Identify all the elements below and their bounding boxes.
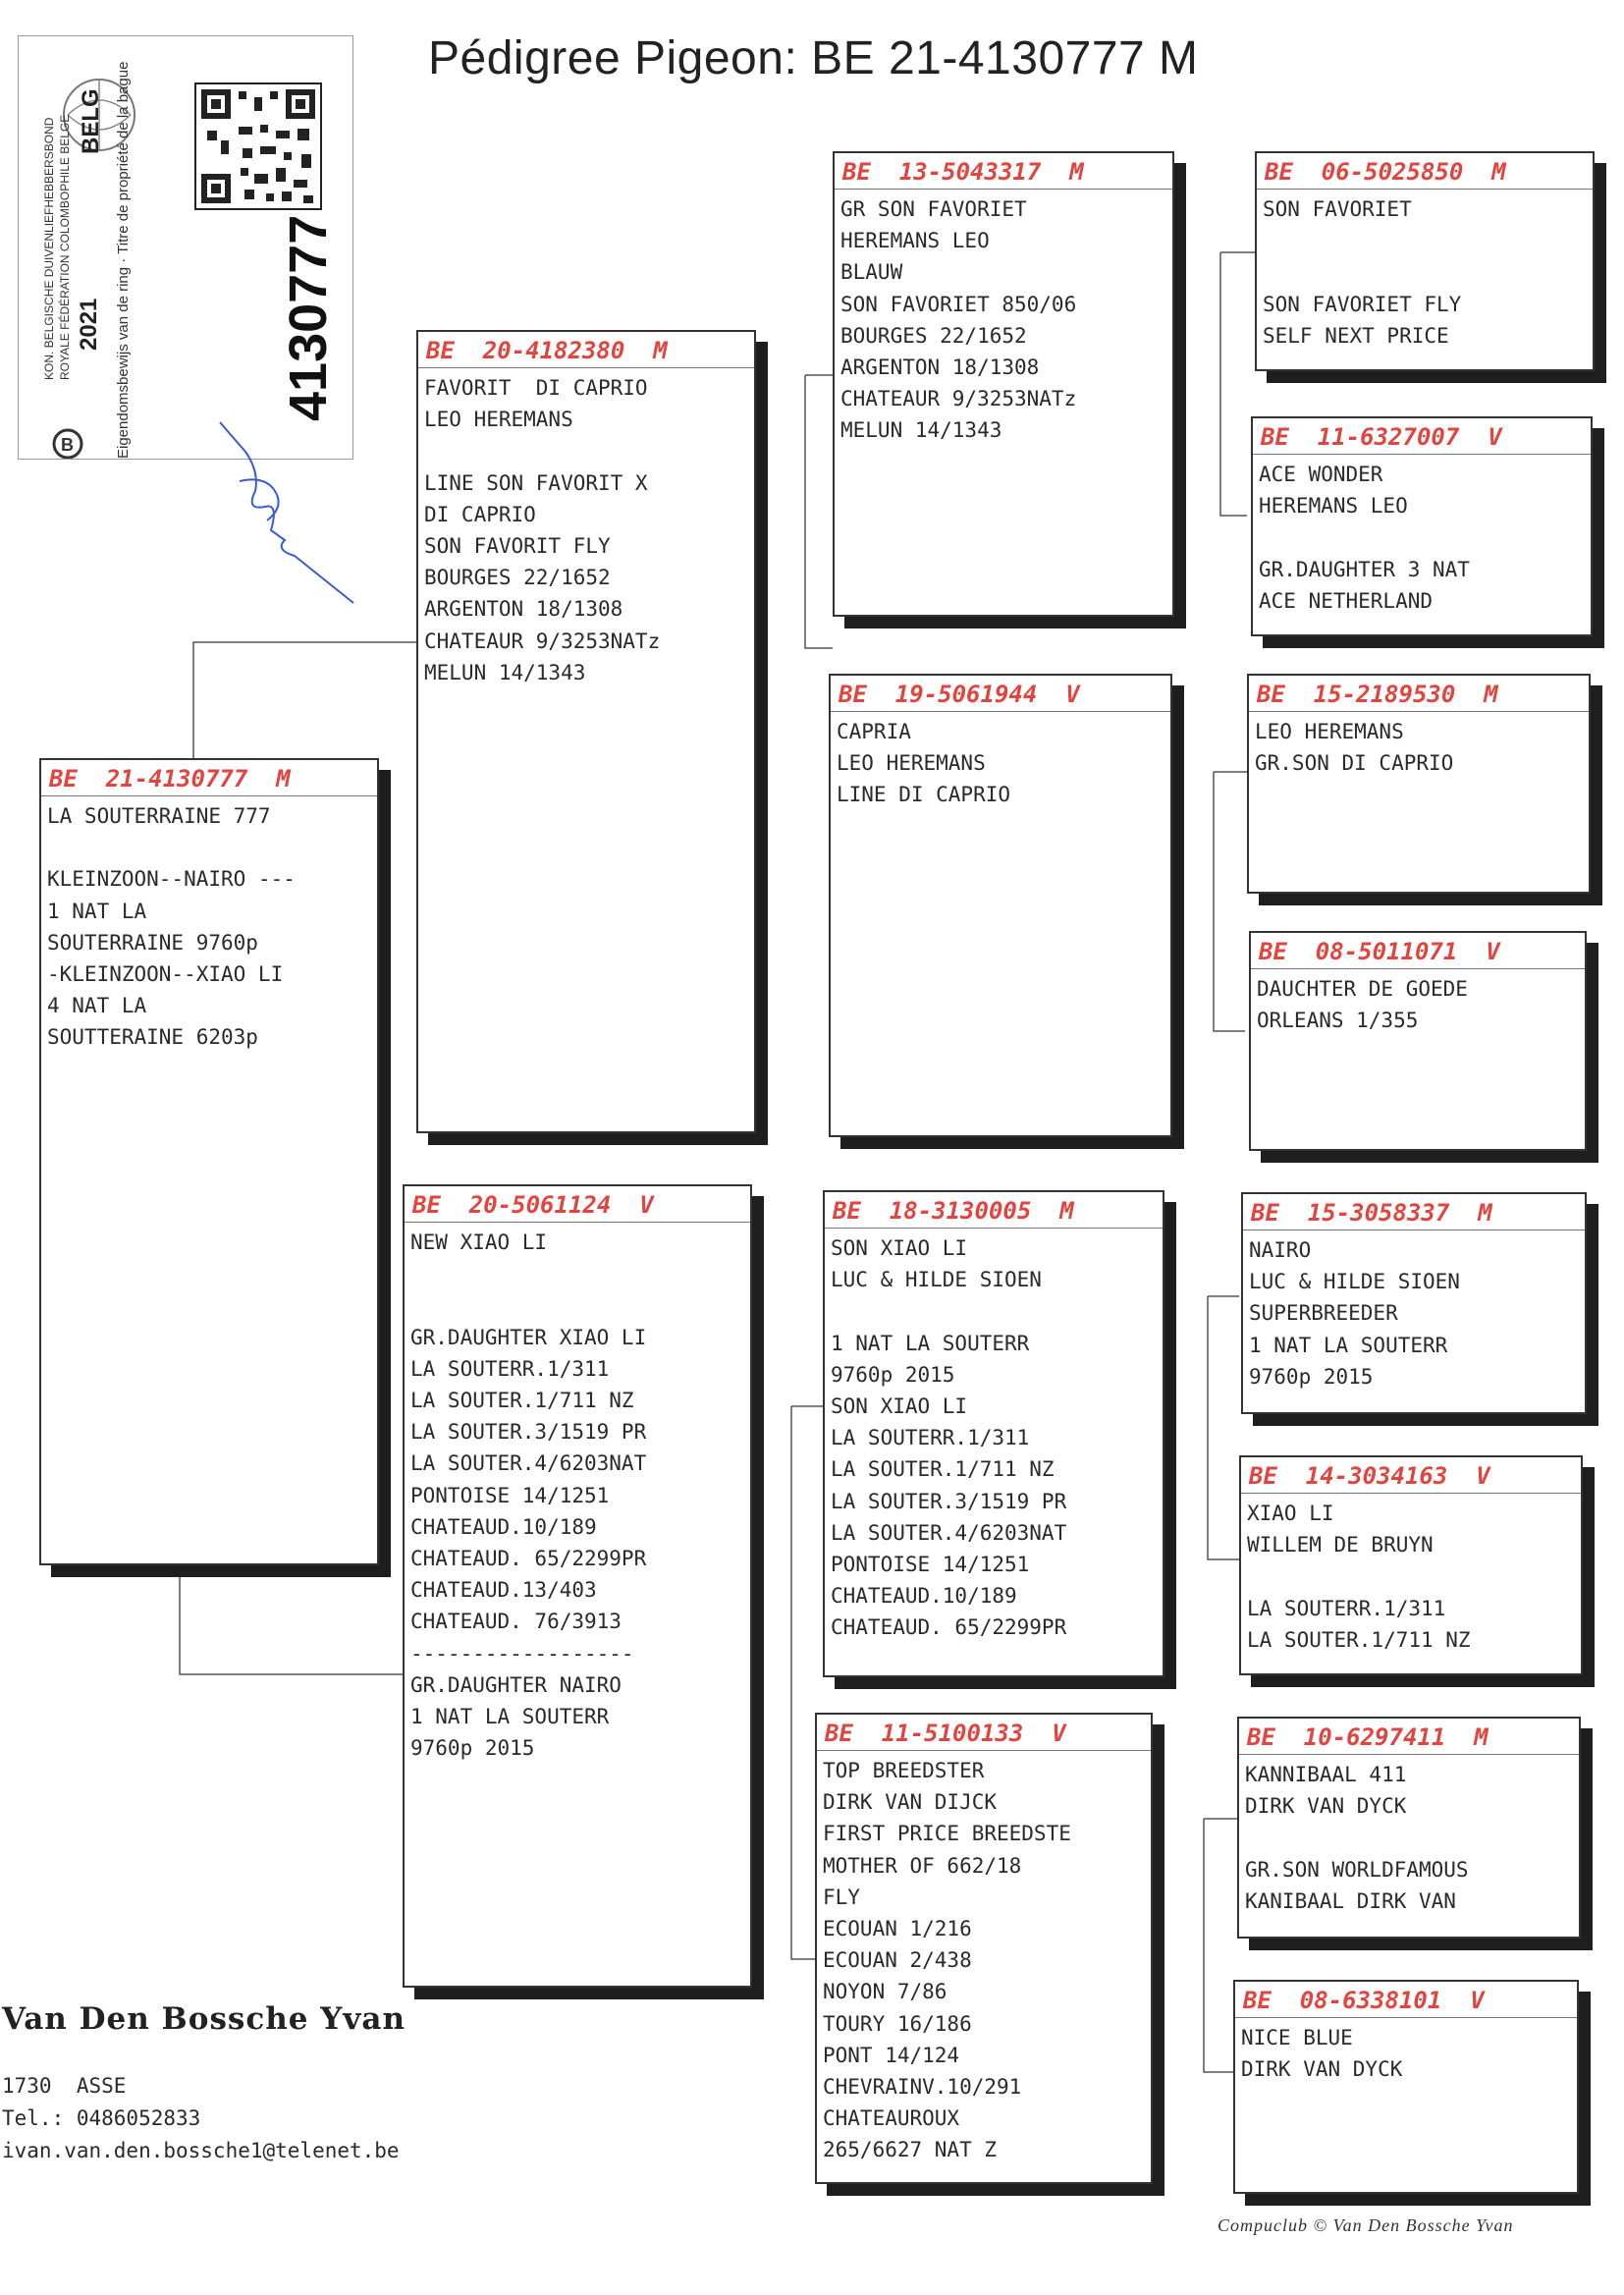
pigeon-note-line: PONT 14/124 [823, 2043, 960, 2067]
pigeon-ring-header: BE 08-5011071 V [1251, 935, 1585, 969]
pigeon-note-line: -KLEINZOON--XIAO LI [47, 962, 284, 986]
pigeon-ring-header: BE 10-6297411 M [1239, 1721, 1579, 1755]
pigeon-note-line: 9760p 2015 [1249, 1364, 1374, 1389]
pigeon-note-line: XIAO LI [1247, 1502, 1334, 1525]
pigeon-note-line [1247, 1560, 1575, 1592]
pigeon-note-line: SON XIAO LI [831, 1236, 968, 1260]
pigeon-note-line: GR SON FAVORIET [840, 197, 1027, 221]
pigeon-note-line: CHATEAUD. 65/2299PR [831, 1615, 1067, 1640]
pigeon-note-line [424, 435, 748, 466]
pigeon-note-line [410, 1289, 744, 1321]
pigeon-note-line: NICE BLUE [1241, 2026, 1353, 2049]
pigeon-note-line: SON FAVORIET [1263, 197, 1412, 221]
pigeon-note-line: DIRK VAN DYCK [1241, 2057, 1403, 2082]
pigeon-note-line: LA SOUTER.1/711 NZ [1247, 1627, 1471, 1652]
pigeon-note-line: WILLEM DE BRUYN [1247, 1533, 1434, 1557]
pigeon-note-line: 1 NAT LA SOUTERR [831, 1331, 1030, 1355]
pigeon-note-line: LA SOUTER.4/6203NAT [831, 1520, 1067, 1545]
pigeon-note-line: KLEINZOON--NAIRO --- [47, 867, 296, 892]
pigeon-note-line: LEO HEREMANS [424, 408, 573, 432]
pigeon-note-line: NAIRO [1249, 1238, 1312, 1262]
pigeon-note-line: LA SOUTERRAINE 777 [47, 804, 271, 828]
pigeon-card-dam-dam [815, 1713, 1153, 2184]
pigeon-note-line: MELUN 14/1343 [840, 418, 1002, 443]
pigeon-note-line: LINE SON FAVORIT X [424, 470, 648, 495]
ring-number: 4130777 [279, 214, 338, 421]
pigeon-note-line [1263, 225, 1587, 256]
pigeon-note-line: 265/6627 NAT Z [823, 2138, 998, 2162]
pigeon-note-line: DIRK VAN DYCK [1245, 1794, 1407, 1819]
pigeon-note-line: KANNIBAAL 411 [1245, 1763, 1407, 1786]
pigeon-note-line [47, 832, 371, 863]
pigeon-note-line: PONTOISE 14/1251 [831, 1553, 1030, 1577]
pigeon-note-line: 1 NAT LA [47, 899, 147, 923]
pigeon-note-line: DIRK VAN DIJCK [823, 1790, 998, 1815]
pigeon-note-line: LA SOUTER.3/1519 PR [831, 1489, 1067, 1513]
pigeon-note-line [831, 1295, 1157, 1327]
pigeon-note-line: LA SOUTERR.1/311 [831, 1426, 1030, 1450]
pigeon-card-dd-dam [1233, 1980, 1579, 2194]
pigeon-note-line: LEO HEREMANS [1255, 720, 1404, 743]
pigeon-card-sd-dam [1249, 931, 1587, 1151]
pigeon-note-line: ARGENTON 18/1308 [424, 597, 623, 622]
pigeon-card-ss-dam [1251, 416, 1593, 636]
pigeon-note-line: ACE NETHERLAND [1259, 588, 1434, 613]
pigeon-note-line [1245, 1822, 1573, 1853]
pigeon-note-line: SON XIAO LI [831, 1394, 968, 1418]
pigeon-note-line: CAPRIA [837, 720, 911, 743]
pigeon-ring-header: BE 20-5061124 V [405, 1188, 750, 1223]
pigeon-note-line: CHATEAUD. 65/2299PR [410, 1547, 647, 1570]
pigeon-note-line: CHATEAUD.13/403 [410, 1578, 597, 1603]
pigeon-ring-header: BE 21-4130777 M [41, 762, 377, 796]
pigeon-note-line: HEREMANS LEO [1259, 494, 1408, 519]
ring-country: BELG [78, 88, 104, 154]
pigeon-note-line: CHATEAUROUX [823, 2106, 960, 2131]
breeder-phone: Tel.: 0486052833 [2, 2106, 201, 2130]
pigeon-note-line: FIRST PRICE BREEDSTE [823, 1822, 1071, 1846]
pigeon-note-line: SON FAVORIET FLY [1263, 292, 1462, 316]
pigeon-ring-header: BE 15-2189530 M [1249, 678, 1589, 712]
pigeon-note-line: NEW XIAO LI [410, 1230, 548, 1254]
pigeon-ring-header: BE 11-5100133 V [817, 1717, 1151, 1751]
ring-certificate [18, 35, 353, 460]
pigeon-ring-header: BE 18-3130005 M [825, 1194, 1163, 1229]
pigeon-ring-header: BE 13-5043317 M [835, 155, 1172, 190]
pigeon-card-sire-sire [833, 151, 1174, 617]
pigeon-note-line: CHATEAUR 9/3253NATz [424, 628, 661, 653]
breeder-address: 1730 ASSE [2, 2074, 127, 2098]
pigeon-card-ds-dam [1239, 1455, 1583, 1675]
ring-ownership-text: Eigendomsbewijs van de ring · Titre de propriété de la bague [115, 61, 132, 459]
pigeon-note-line: ------------------ [410, 1641, 634, 1666]
pigeon-card-sire [416, 330, 756, 1133]
federation-name-fr: ROYALE FÉDÉRATION COLOMBOPHILE BELGE [58, 114, 72, 380]
pigeon-note-line: SON FAVORIET 850/06 [840, 292, 1077, 316]
pigeon-note-line: FLY [823, 1885, 860, 1909]
pigeon-note-line: 1 NAT LA SOUTERR [410, 1705, 610, 1729]
pigeon-card-dd-sire [1237, 1717, 1581, 1939]
pigeon-note-line: LA SOUTER.3/1519 PR [410, 1420, 647, 1445]
pigeon-ring-header: BE 20-4182380 M [418, 334, 754, 368]
pigeon-note-line: ECOUAN 1/216 [823, 1917, 972, 1941]
footer-credit: Compuclub © Van Den Bossche Yvan [1218, 2215, 1514, 2235]
pigeon-note-line: LA SOUTERR.1/311 [1247, 1596, 1446, 1620]
federation-name-nl: KON. BELGISCHE DUIVENLIEFHEBBERSBOND [42, 117, 56, 380]
pigeon-note-line: LINE DI CAPRIO [837, 783, 1011, 807]
pigeon-note-line: BOURGES 22/1652 [840, 323, 1027, 348]
pigeon-note-line: FAVORIT DI CAPRIO [424, 376, 648, 400]
page-title: Pédigree Pigeon: BE 21-4130777 M [428, 32, 1199, 84]
pigeon-ring-header: BE 11-6327007 V [1253, 420, 1591, 455]
pigeon-note-line: GR.DAUGHTER XIAO LI [410, 1325, 647, 1349]
pigeon-note-line: 1 NAT LA SOUTERR [1249, 1333, 1448, 1357]
pigeon-note-line: SOUTERRAINE 9760p [47, 930, 258, 955]
svg-text:B: B [61, 435, 74, 455]
pigeon-note-line: 9760p 2015 [410, 1736, 535, 1761]
pigeon-note-line: LA SOUTER.4/6203NAT [410, 1451, 647, 1476]
pigeon-note-line: SON FAVORIT FLY [424, 534, 611, 558]
pigeon-note-line [1259, 521, 1585, 553]
pigeon-note-line: SUPERBREEDER [1249, 1301, 1398, 1326]
pigeon-note-line: TOP BREEDSTER [823, 1759, 985, 1782]
pigeon-note-line: 9760p 2015 [831, 1362, 955, 1387]
pigeon-note-line: CHATEAUD.10/189 [831, 1584, 1017, 1609]
pigeon-card-sd-sire [1247, 674, 1591, 894]
pigeon-note-line: KANIBAAL DIRK VAN [1245, 1888, 1456, 1913]
pigeon-note-line: ECOUAN 2/438 [823, 1948, 972, 1973]
pigeon-note-line: SELF NEXT PRICE [1263, 323, 1449, 348]
pigeon-ring-header: BE 06-5025850 M [1257, 155, 1593, 190]
breeder-email[interactable]: ivan.van.den.bossche1@telenet.be [2, 2139, 400, 2162]
pigeon-note-line: ORLEANS 1/355 [1257, 1009, 1419, 1033]
pigeon-note-line: GR.DAUGHTER 3 NAT [1259, 557, 1470, 581]
pigeon-note-line [1263, 256, 1587, 288]
pigeon-note-line: ARGENTON 18/1308 [840, 355, 1040, 380]
pigeon-ring-header: BE 19-5061944 V [831, 678, 1170, 712]
pigeon-card-sire-dam [829, 674, 1172, 1137]
pigeon-note-line: LA SOUTER.1/711 NZ [831, 1457, 1055, 1482]
pigeon-ring-header: BE 14-3034163 V [1241, 1459, 1581, 1494]
pigeon-note-line: MELUN 14/1343 [424, 660, 586, 684]
pigeon-note-line: LA SOUTERR.1/311 [410, 1356, 610, 1381]
pigeon-note-line: CHATEAUD. 76/3913 [410, 1610, 622, 1634]
pigeon-note-line: SOUTTERAINE 6203p [47, 1025, 258, 1050]
pigeon-note-line: LEO HEREMANS [837, 751, 986, 776]
pigeon-note-line: LUC & HILDE SIOEN [1249, 1270, 1460, 1294]
pigeon-note-line: 4 NAT LA [47, 994, 147, 1018]
pigeon-card-dam [403, 1184, 752, 1988]
pigeon-note-line: GR.SON WORLDFAMOUS [1245, 1857, 1469, 1882]
pigeon-ring-header: BE 15-3058337 M [1243, 1196, 1585, 1230]
pigeon-note-line: TOURY 16/186 [823, 2011, 972, 2036]
pigeon-card-subject [39, 758, 379, 1565]
pigeon-note-line: CHATEAUR 9/3253NATz [840, 387, 1077, 411]
pigeon-note-line: CHATEAUD.10/189 [410, 1514, 597, 1539]
pigeon-note-line: MOTHER OF 662/18 [823, 1853, 1022, 1878]
pigeon-card-dam-sire [823, 1190, 1164, 1677]
pigeon-note-line: HEREMANS LEO [840, 229, 990, 253]
pigeon-note-line: BLAUW [840, 260, 903, 285]
pigeon-note-line: GR.SON DI CAPRIO [1255, 751, 1454, 776]
pigeon-card-ss-sire [1255, 151, 1595, 371]
pigeon-note-line: DI CAPRIO [424, 502, 536, 526]
pigeon-note-line: DAUCHTER DE GOEDE [1257, 977, 1468, 1001]
pigeon-card-ds-sire [1241, 1192, 1587, 1414]
signature-scribble [216, 412, 373, 609]
pigeon-note-line: BOURGES 22/1652 [424, 566, 611, 590]
pigeon-note-line: CHEVRAINV.10/291 [823, 2075, 1022, 2100]
pigeon-note-line: ACE WONDER [1259, 463, 1383, 486]
pigeon-note-line: NOYON 7/86 [823, 1980, 947, 2004]
ring-year: 2021 [76, 298, 102, 351]
pigeon-ring-header: BE 08-6338101 V [1235, 1984, 1577, 2018]
pigeon-note-line: GR.DAUGHTER NAIRO [410, 1672, 622, 1697]
pigeon-note-line [410, 1258, 744, 1289]
pigeon-note-line: LA SOUTER.1/711 NZ [410, 1388, 634, 1412]
pigeon-note-line: PONTOISE 14/1251 [410, 1483, 610, 1507]
breeder-name: Van Den Bossche Yvan [2, 2001, 406, 2037]
pigeon-note-line: LUC & HILDE SIOEN [831, 1268, 1042, 1292]
